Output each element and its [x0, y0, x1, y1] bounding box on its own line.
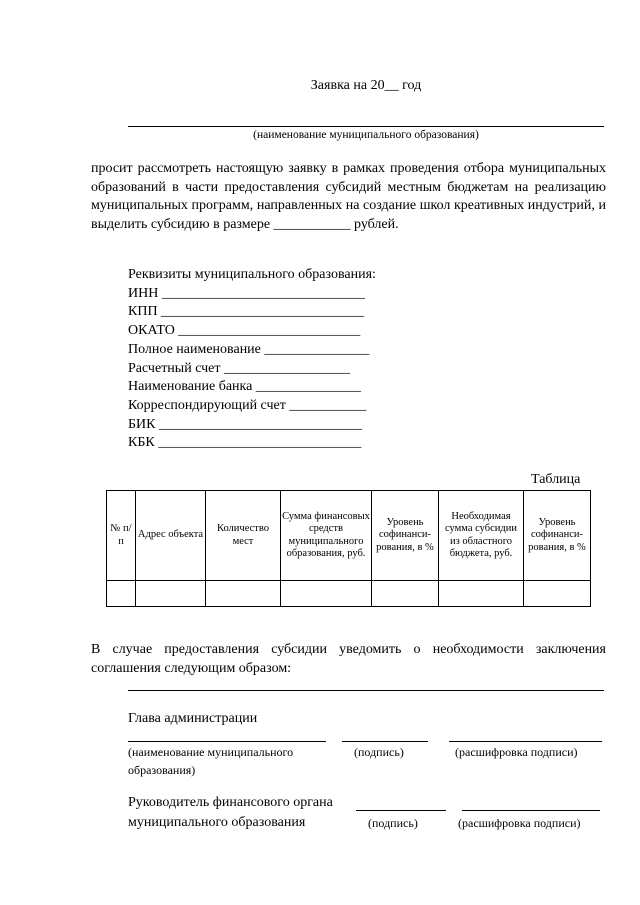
table-caption: Таблица: [531, 472, 581, 487]
finance-title: Руководитель финансового органа: [128, 795, 333, 810]
finance-decoding-caption: (расшифровка подписи): [458, 816, 581, 830]
requisites-heading: Реквизиты муниципального образования:: [128, 267, 376, 282]
subsidy-table: [106, 490, 591, 607]
requisite-full-name: Полное наименование _______________: [128, 341, 370, 357]
table-header-row: [107, 491, 591, 581]
column-header: Адрес объекта: [136, 491, 206, 581]
notification-paragraph: В случае предоставления субсидии уведомить о необходимости заключения соглашения следующим образом:: [91, 642, 606, 676]
column-header: Количество мест: [206, 491, 281, 581]
finance-title-2: муниципального образования: [128, 815, 306, 830]
head-decoding-caption: (расшифровка подписи): [455, 745, 578, 759]
head-title: Глава администрации: [128, 711, 258, 726]
municipality-caption: (наименование муниципального образования): [253, 129, 479, 141]
head-signature-caption: (подпись): [354, 745, 404, 759]
column-header: Уровень софинанси-рования, в %: [524, 491, 591, 581]
column-header: Сумма финансовых средств муниципального образования, руб.: [281, 491, 372, 581]
requisite-kpp: КПП _____________________________: [128, 304, 365, 320]
request-paragraph: просит рассмотреть настоящую заявку в рамках проведения отбора муниципальных образований в части предоставления субсидий местным бюджетам на реализацию муниципальных программ, направленных на создание школ креативных индустрий, и выделить субсидию в размере ___________ рублей.: [91, 161, 606, 232]
table-cell: [281, 581, 372, 607]
requisite-bik: БИК _____________________________: [128, 416, 362, 432]
head-position-line: [128, 741, 326, 742]
table-row: [107, 581, 591, 607]
table-cell: [136, 581, 206, 607]
table-cell: [372, 581, 439, 607]
notification-line: [128, 690, 604, 691]
requisite-bank-name: Наименование банка _______________: [128, 379, 361, 395]
head-position-caption-2: образования): [128, 763, 196, 777]
requisite-corr-account: Корреспондирующий счет ___________: [128, 397, 367, 413]
document-title: Заявка на 20__ год: [310, 78, 422, 93]
requisite-okato: ОКАТО __________________________: [128, 323, 361, 339]
table-cell: [524, 581, 591, 607]
head-signature-line: [342, 741, 428, 742]
table-cell: [439, 581, 524, 607]
table-cell: [206, 581, 281, 607]
finance-signature-caption: (подпись): [368, 816, 418, 830]
head-decoding-line: [449, 741, 602, 742]
requisite-inn: ИНН _____________________________: [128, 285, 365, 301]
column-header: Необходимая сумма субсидии из областного бюджета, руб.: [439, 491, 524, 581]
column-header: № п/п: [107, 491, 136, 581]
head-position-caption: (наименование муниципального: [128, 745, 294, 759]
finance-decoding-line: [462, 810, 600, 811]
finance-signature-line: [356, 810, 446, 811]
column-header: Уровень софинанси-рования, в %: [372, 491, 439, 581]
requisites-block: [128, 266, 376, 453]
table-cell: [107, 581, 136, 607]
requisite-kbk: КБК _____________________________: [128, 435, 362, 451]
municipality-name-line: [128, 126, 604, 127]
requisite-account: Расчетный счет __________________: [128, 360, 351, 376]
